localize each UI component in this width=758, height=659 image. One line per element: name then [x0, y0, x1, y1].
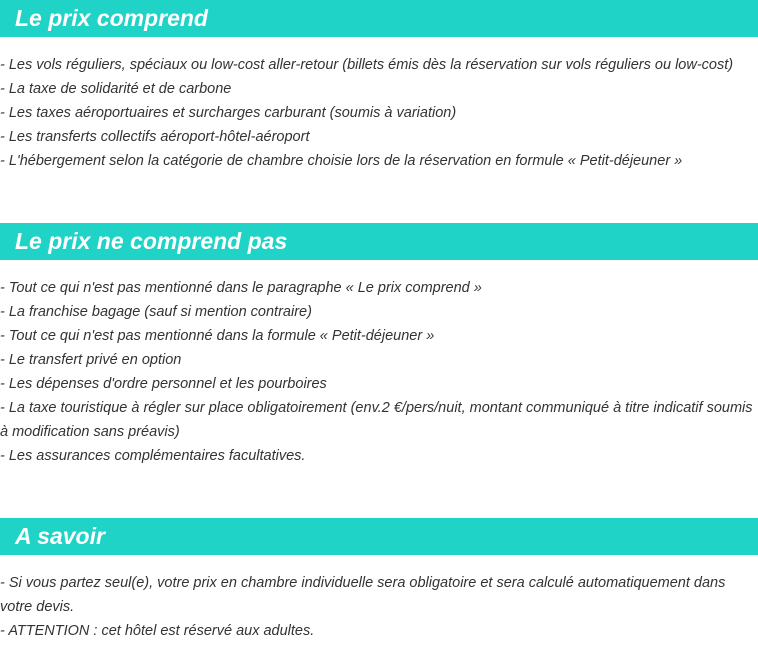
list-item: - L'hébergement selon la catégorie de chambre choisie lors de la réservation en formule « Petit-déjeuner »	[0, 153, 683, 169]
item-list	[0, 276, 758, 468]
list-item: - La taxe touristique à régler sur place obligatoirement (env.2 €/pers/nuit, montant communiqué à titre indicatif soumis à modification sans préavis)	[0, 400, 753, 440]
list-item: - Les dépenses d'ordre personnel et les pourboires	[0, 376, 327, 392]
list-item: - Le transfert privé en option	[0, 352, 182, 368]
list-item: - Si vous partez seul(e), votre prix en chambre individuelle sera obligatoire et sera calculé automatiquement dans votre devis.	[0, 575, 726, 615]
section-title: Le prix ne comprend pas	[0, 223, 758, 260]
list-item: - Tout ce qui n'est pas mentionné dans le paragraphe « Le prix comprend »	[0, 280, 482, 296]
section-price-excludes	[0, 223, 758, 468]
item-list	[0, 571, 758, 643]
list-item: - ATTENTION : cet hôtel est réservé aux adultes.	[0, 623, 315, 639]
list-item: - Les assurances complémentaires facultatives.	[0, 448, 306, 464]
item-list	[0, 53, 758, 173]
section-good-to-know	[0, 518, 758, 643]
list-item: - La taxe de solidarité et de carbone	[0, 81, 232, 97]
list-item: - Les taxes aéroportuaires et surcharges carburant (soumis à variation)	[0, 105, 457, 121]
list-item: - Tout ce qui n'est pas mentionné dans la formule « Petit-déjeuner »	[0, 328, 435, 344]
section-title: Le prix comprend	[0, 0, 758, 37]
section-price-includes	[0, 0, 758, 173]
section-title: A savoir	[0, 518, 758, 555]
list-item: - Les transferts collectifs aéroport-hôtel-aéroport	[0, 129, 310, 145]
list-item: - La franchise bagage (sauf si mention contraire)	[0, 304, 312, 320]
list-item: - Les vols réguliers, spéciaux ou low-cost aller-retour (billets émis dès la réservation sur vols réguliers ou low-cost)	[0, 57, 734, 73]
